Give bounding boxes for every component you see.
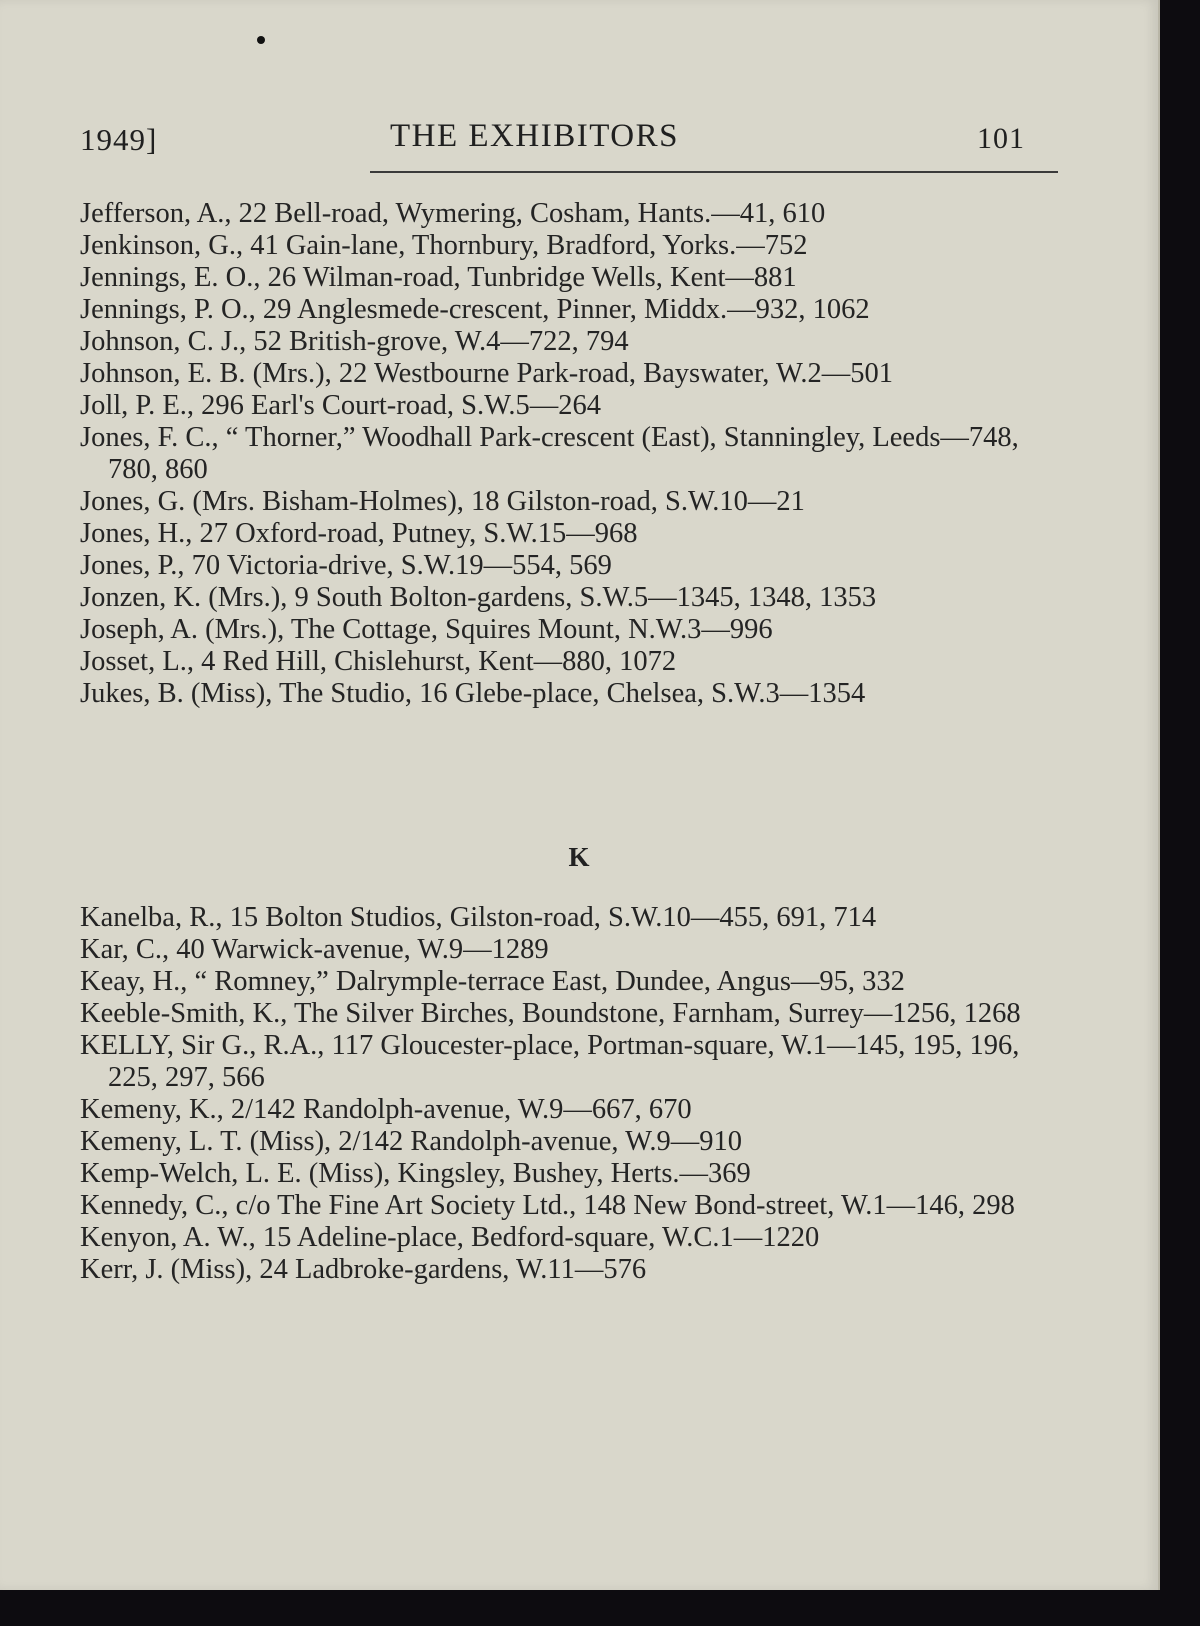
exhibitor-entry: Jones, P., 70 Victoria-drive, S.W.19—554, 569: [80, 550, 612, 581]
exhibitor-entry: Kennedy, C., c/o The Fine Art Society Ltd., 148 New Bond-street, W.1—146, 298: [80, 1190, 1015, 1221]
exhibitor-entry: Jones, H., 27 Oxford-road, Putney, S.W.15—968: [80, 518, 638, 549]
exhibitor-list-j: [80, 198, 1070, 710]
exhibitor-entry: Kemeny, L. T. (Miss), 2/142 Randolph-avenue, W.9—910: [80, 1126, 743, 1157]
header-year: 1949]: [80, 122, 158, 157]
exhibitor-entry: Joseph, A. (Mrs.), The Cottage, Squires Mount, N.W.3—996: [80, 614, 773, 645]
exhibitor-entry: KELLY, Sir G., R.A., 117 Gloucester-place, Portman-square, W.1—145, 195, 196, 225, 297, 566: [80, 1030, 1020, 1093]
exhibitor-entry: Jonzen, K. (Mrs.), 9 South Bolton-gardens, S.W.5—1345, 1348, 1353: [80, 582, 877, 613]
exhibitor-entry: Jones, F. C., “ Thorner,” Woodhall Park-crescent (East), Stanningley, Leeds—748, 780, 860: [80, 422, 1019, 485]
ink-speck: [257, 36, 265, 44]
exhibitor-entry: Josset, L., 4 Red Hill, Chislehurst, Kent—880, 1072: [80, 646, 677, 677]
header-rule: [370, 171, 1058, 173]
exhibitor-entry: Keay, H., “ Romney,” Dalrymple-terrace East, Dundee, Angus—95, 332: [80, 966, 905, 997]
exhibitor-entry: Kerr, J. (Miss), 24 Ladbroke-gardens, W.11—576: [80, 1254, 647, 1285]
exhibitor-entry: Kemp-Welch, L. E. (Miss), Kingsley, Bushey, Herts.—369: [80, 1158, 751, 1189]
exhibitor-entry: Jukes, B. (Miss), The Studio, 16 Glebe-place, Chelsea, S.W.3—1354: [80, 678, 866, 709]
exhibitor-entry: Kenyon, A. W., 15 Adeline-place, Bedford-square, W.C.1—1220: [80, 1222, 820, 1253]
exhibitor-entry: Johnson, C. J., 52 British-grove, W.4—722, 794: [80, 326, 629, 357]
exhibitor-entry: Kanelba, R., 15 Bolton Studios, Gilston-road, S.W.10—455, 691, 714: [80, 902, 877, 933]
exhibitor-entry: Jones, G. (Mrs. Bisham-Holmes), 18 Gilston-road, S.W.10—21: [80, 486, 805, 517]
section-letter-k: K: [568, 842, 590, 872]
running-head: [80, 118, 1060, 160]
page-title: THE EXHIBITORS: [390, 118, 679, 154]
exhibitor-entry: Jennings, E. O., 26 Wilman-road, Tunbridge Wells, Kent—881: [80, 262, 797, 293]
page-number: 101: [977, 122, 1025, 155]
exhibitor-entry: Kemeny, K., 2/142 Randolph-avenue, W.9—667, 670: [80, 1094, 692, 1125]
exhibitor-entry: Joll, P. E., 296 Earl's Court-road, S.W.5—264: [80, 390, 602, 421]
exhibitor-entry: Keeble-Smith, K., The Silver Birches, Boundstone, Farnham, Surrey—1256, 1268: [80, 998, 1021, 1029]
exhibitor-entry: Johnson, E. B. (Mrs.), 22 Westbourne Park-road, Bayswater, W.2—501: [80, 358, 893, 389]
exhibitor-entry: Jefferson, A., 22 Bell-road, Wymering, Cosham, Hants.—41, 610: [80, 198, 826, 229]
exhibitor-entry: Jennings, P. O., 29 Anglesmede-crescent, Pinner, Middx.—932, 1062: [80, 294, 870, 325]
exhibitor-entry: Kar, C., 40 Warwick-avenue, W.9—1289: [80, 934, 549, 965]
exhibitor-entry: Jenkinson, G., 41 Gain-lane, Thornbury, Bradford, Yorks.—752: [80, 230, 808, 261]
exhibitor-list-k: [80, 902, 1070, 1286]
